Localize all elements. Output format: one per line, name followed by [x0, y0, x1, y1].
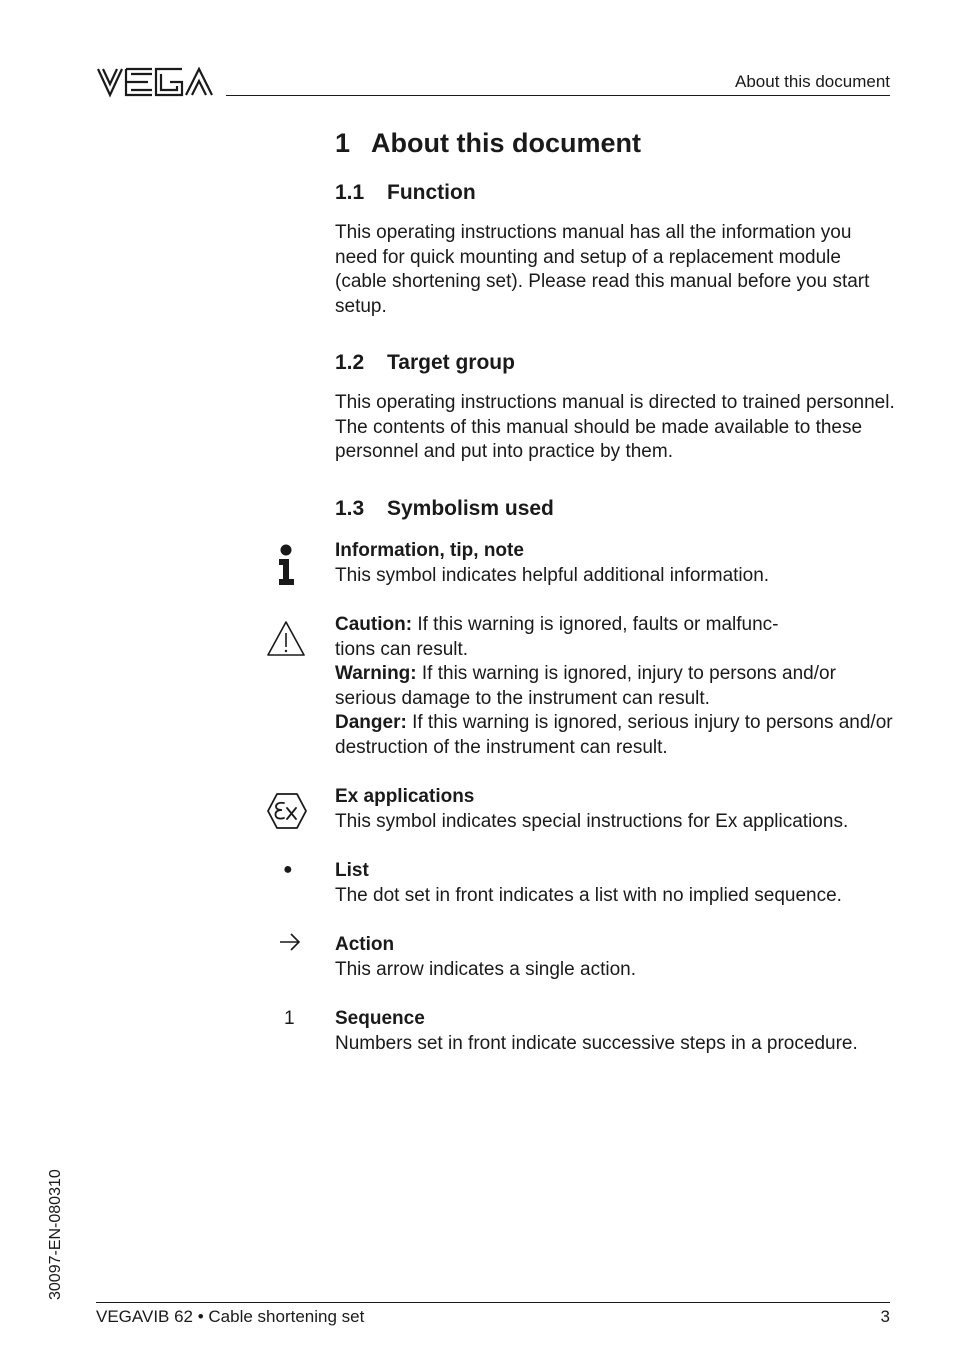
caution-line — [335, 613, 900, 638]
caution-line-2: tions can result. — [335, 638, 469, 660]
list-symbol-description — [335, 859, 900, 908]
heading-function — [335, 181, 476, 205]
heading-target-group — [335, 351, 515, 375]
heading-symbolism — [335, 497, 554, 521]
info-icon — [276, 544, 296, 586]
function-paragraph: This operating instructions manual has all the information you need for quick mounting and setup of a replacement module (cable shortening set). Please read this manual before you start setup. — [335, 222, 870, 317]
info-text: This symbol indicates helpful additional information. — [335, 564, 770, 586]
subsection-title: Target group — [387, 351, 515, 374]
arrow-right-icon — [279, 932, 301, 952]
list-text: The dot set in front indicates a list with no implied sequence. — [335, 884, 842, 906]
warning-text: If this warning is ignored, injury to persons and/or serious damage to the instrument can result. — [335, 663, 836, 709]
danger-label: Danger: — [335, 712, 407, 734]
sequence-text: Numbers set in front indicate successive steps in a procedure. — [335, 1032, 858, 1054]
warning-line — [335, 662, 900, 711]
ex-text: This symbol indicates special instructions for Ex applications. — [335, 810, 849, 832]
subsection-number: 1.2 — [335, 351, 365, 374]
ex-symbol-description — [335, 785, 900, 834]
subsection-number: 1.1 — [335, 181, 365, 204]
subsection-number: 1.3 — [335, 497, 365, 520]
list-title: List — [335, 860, 369, 881]
footer-divider — [96, 1302, 890, 1303]
info-symbol-description — [335, 539, 900, 588]
caution-label: Caution: — [335, 614, 413, 635]
page-number: 3 — [880, 1307, 890, 1326]
target-group-paragraph: This operating instructions manual is directed to trained personnel. The contents of this manual should be made available to these personnel and put into practice by them. — [335, 392, 895, 463]
action-text: This arrow indicates a single action. — [335, 958, 636, 980]
info-title: Information, tip, note — [335, 540, 524, 561]
header-divider — [226, 95, 890, 96]
footer-product: VEGAVIB 62 • Cable shortening set — [96, 1307, 365, 1326]
page-title — [335, 128, 641, 159]
action-title: Action — [335, 934, 395, 955]
bullet-icon: ● — [283, 861, 293, 878]
warning-symbol-description — [335, 613, 900, 761]
section-title: About this document — [371, 128, 641, 158]
subsection-title: Symbolism used — [387, 497, 554, 520]
section-number: 1 — [335, 128, 351, 158]
danger-text: If this warning is ignored, serious injury to persons and/or destruction of the instrument can result. — [335, 712, 893, 758]
document-code: 30097-EN-080310 — [47, 1169, 64, 1300]
caution-text: If this warning is ignored, faults or malfunc- — [412, 614, 779, 635]
sequence-title: Sequence — [335, 1008, 425, 1029]
danger-line — [335, 711, 900, 760]
warning-triangle-icon — [266, 620, 306, 658]
ex-icon — [266, 792, 308, 830]
vega-logo — [96, 66, 214, 98]
subsection-title: Function — [387, 181, 476, 204]
warning-label: Warning: — [335, 663, 417, 685]
sequence-symbol-description — [335, 1007, 900, 1056]
ex-title: Ex applications — [335, 786, 475, 807]
sequence-number: 1 — [284, 1008, 295, 1029]
action-symbol-description — [335, 933, 900, 982]
header-title: About this document — [735, 72, 890, 91]
